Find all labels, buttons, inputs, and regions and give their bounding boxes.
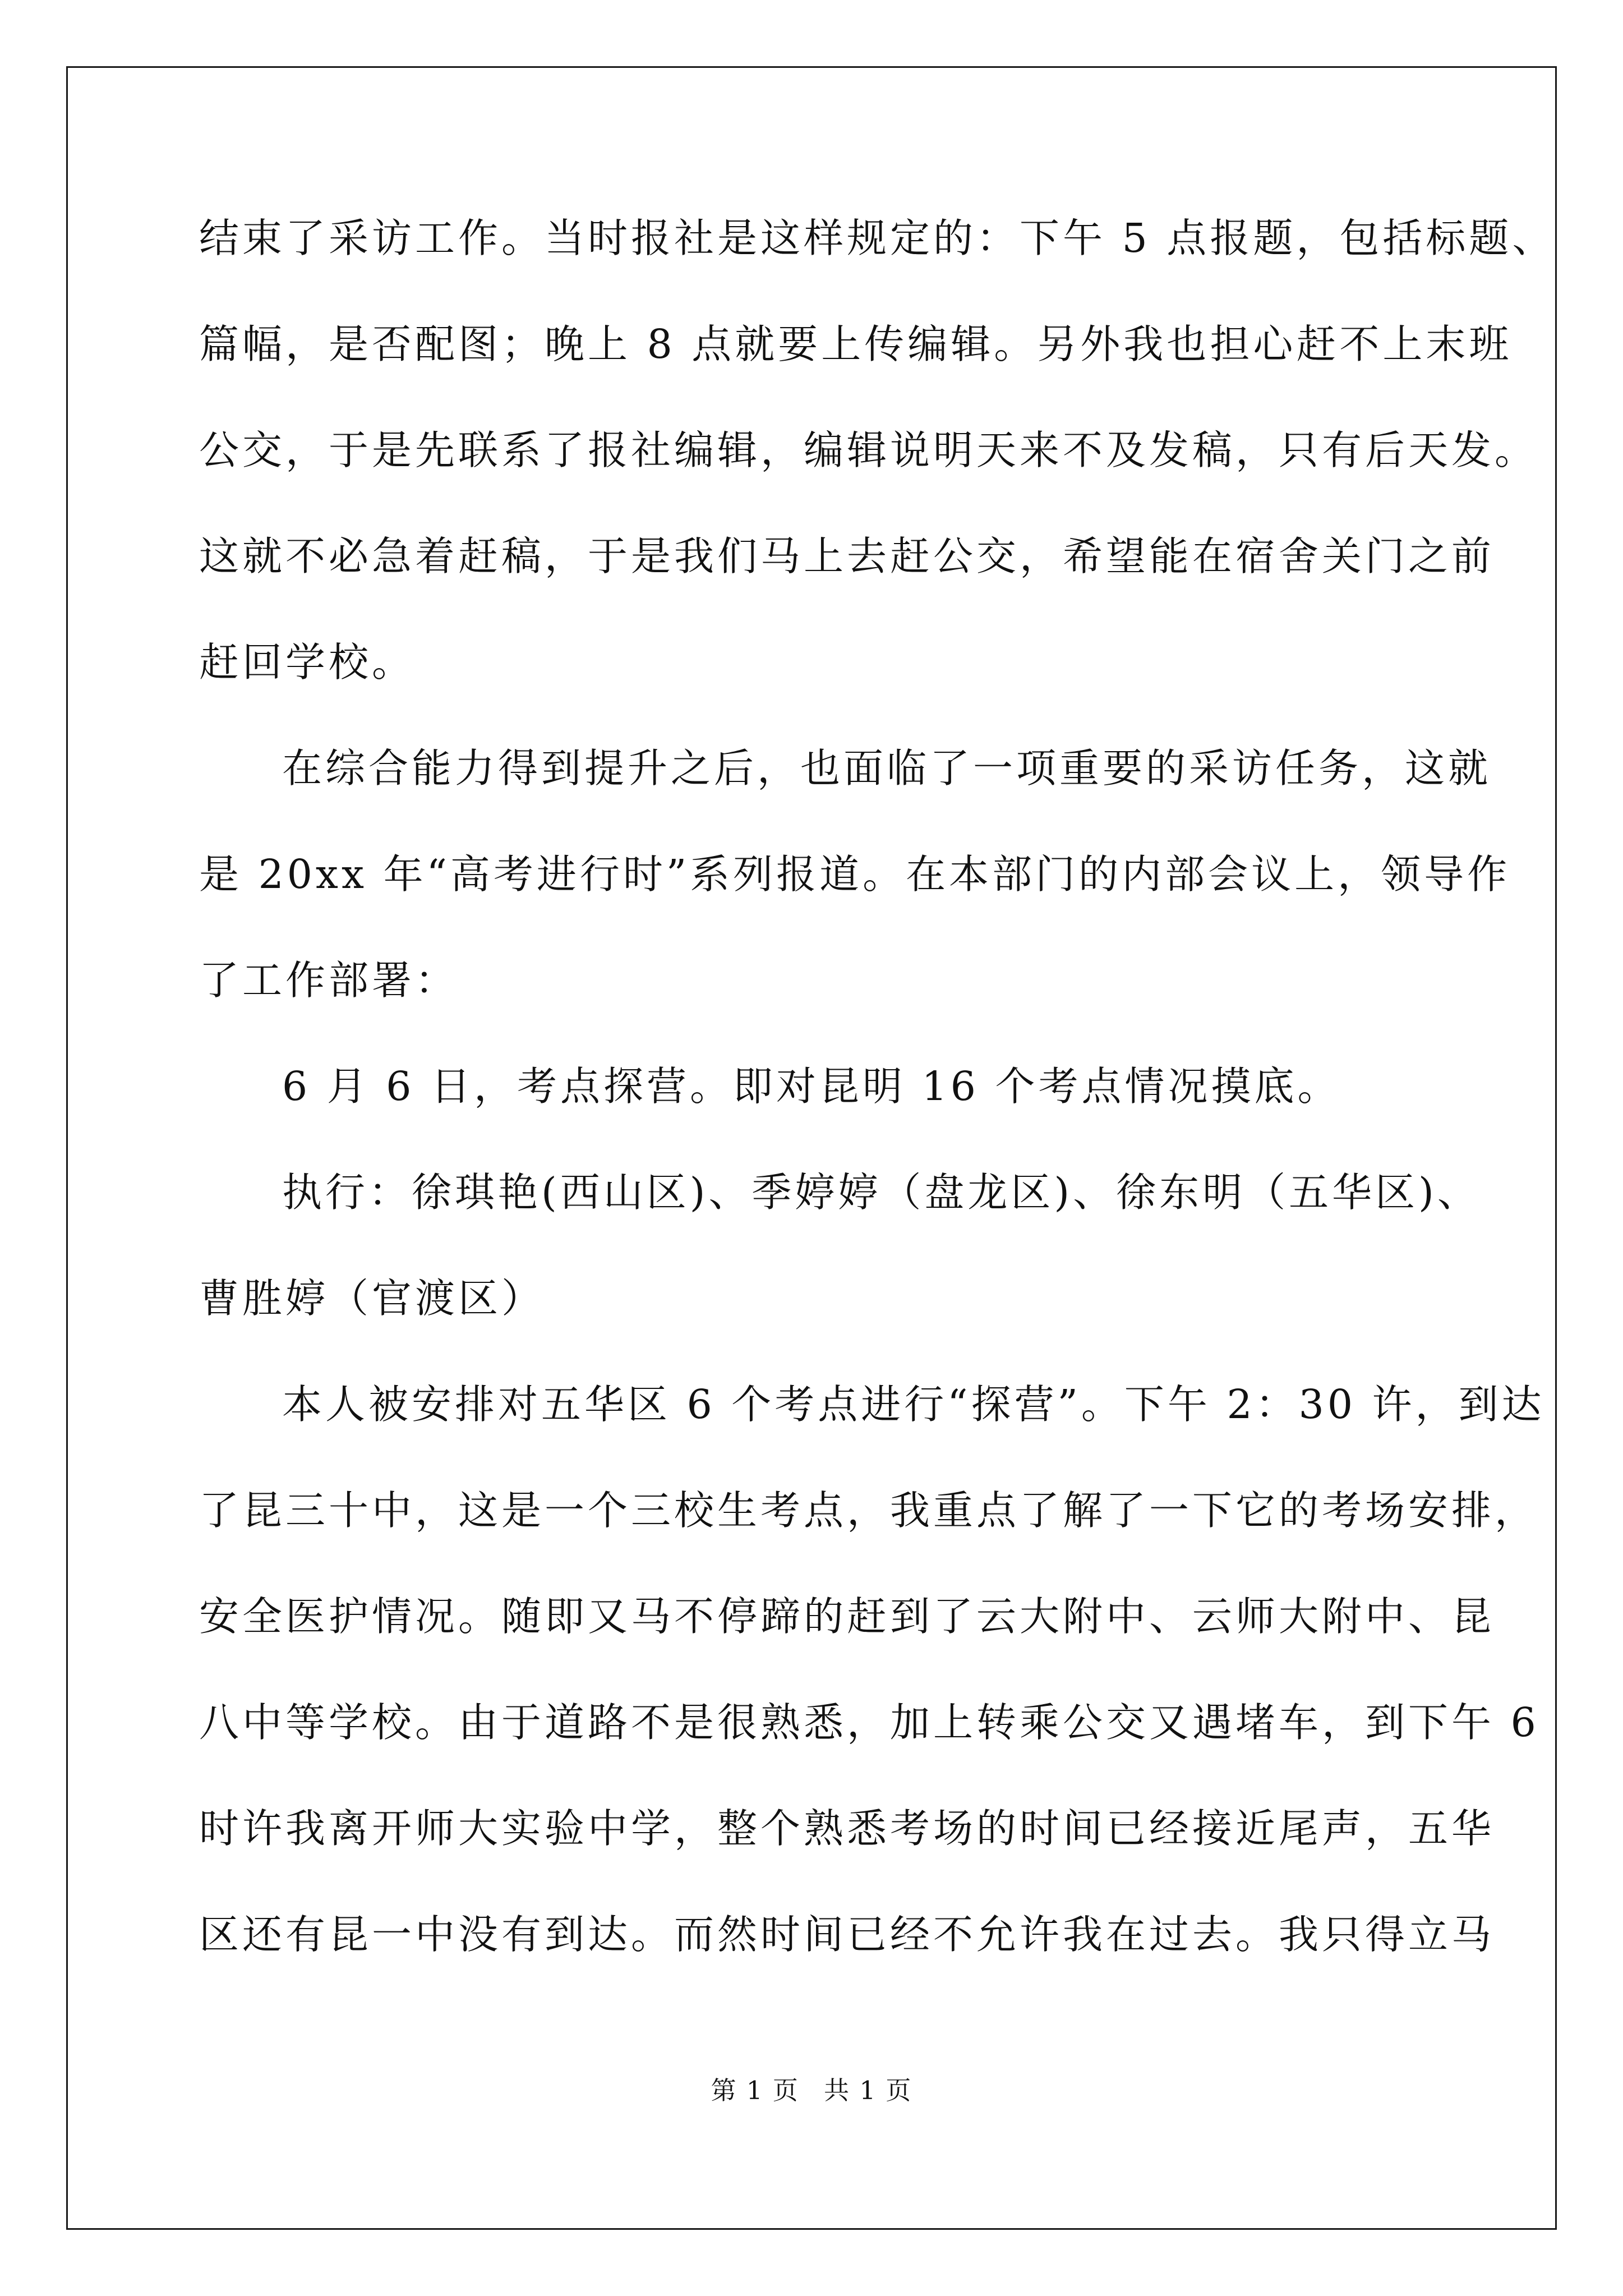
- text-line: 八中等学校。由于道路不是很熟悉，加上转乘公交又遇堵车，到下午 6: [199, 1699, 1539, 1746]
- text-line: 是 20xx 年“高考进行时”系列报道。在本部门的内部会议上，领导作: [199, 851, 1511, 898]
- text-line: 了昆三十中，这是一个三校生考点，我重点了解了一下它的考场安排，: [199, 1487, 1538, 1534]
- page-footer: [0, 2070, 1623, 2106]
- page-number: 第 1 页: [711, 2076, 799, 2105]
- paragraph-start-line: 在综合能力得到提升之后，也面临了一项重要的采访任务，这就: [282, 745, 1492, 792]
- page-total: 共 1 页: [824, 2076, 912, 2105]
- text-line: 安全医护情况。随即又马不停蹄的赶到了云大附中、云师大附中、昆: [199, 1593, 1495, 1640]
- text-line: 了工作部署：: [199, 957, 459, 1004]
- text-line: 区还有昆一中没有到达。而然时间已经不允许我在过去。我只得立马: [199, 1911, 1495, 1958]
- paragraph-start-line: 6 月 6 日，考点探营。即对昆明 16 个考点情况摸底。: [282, 1063, 1341, 1110]
- text-line: 公交，于是先联系了报社编辑，编辑说明天来不及发稿，只有后天发。: [199, 427, 1538, 473]
- paragraph-start-line: 本人被安排对五华区 6 个考点进行“探营”。下午 2：30 许，到达: [282, 1381, 1545, 1428]
- text-line: 结束了采访工作。当时报社是这样规定的：下午 5 点报题，包括标题、: [199, 215, 1556, 261]
- text-line: 曹胜婷（官渡区）: [199, 1275, 545, 1322]
- text-line: 时许我离开师大实验中学，整个熟悉考场的时间已经接近尾声，五华: [199, 1805, 1495, 1852]
- paragraph-start-line: 执行：徐琪艳(西山区)、季婷婷（盘龙区)、徐东明（五华区)、: [282, 1169, 1481, 1216]
- text-line: 篇幅，是否配图；晚上 8 点就要上传编辑。另外我也担心赶不上末班: [199, 321, 1513, 367]
- text-line: 这就不必急着赶稿，于是我们马上去赶公交，希望能在宿舍关门之前: [199, 533, 1495, 579]
- document-body: [199, 205, 1556, 2007]
- text-line: 赶回学校。: [199, 639, 416, 685]
